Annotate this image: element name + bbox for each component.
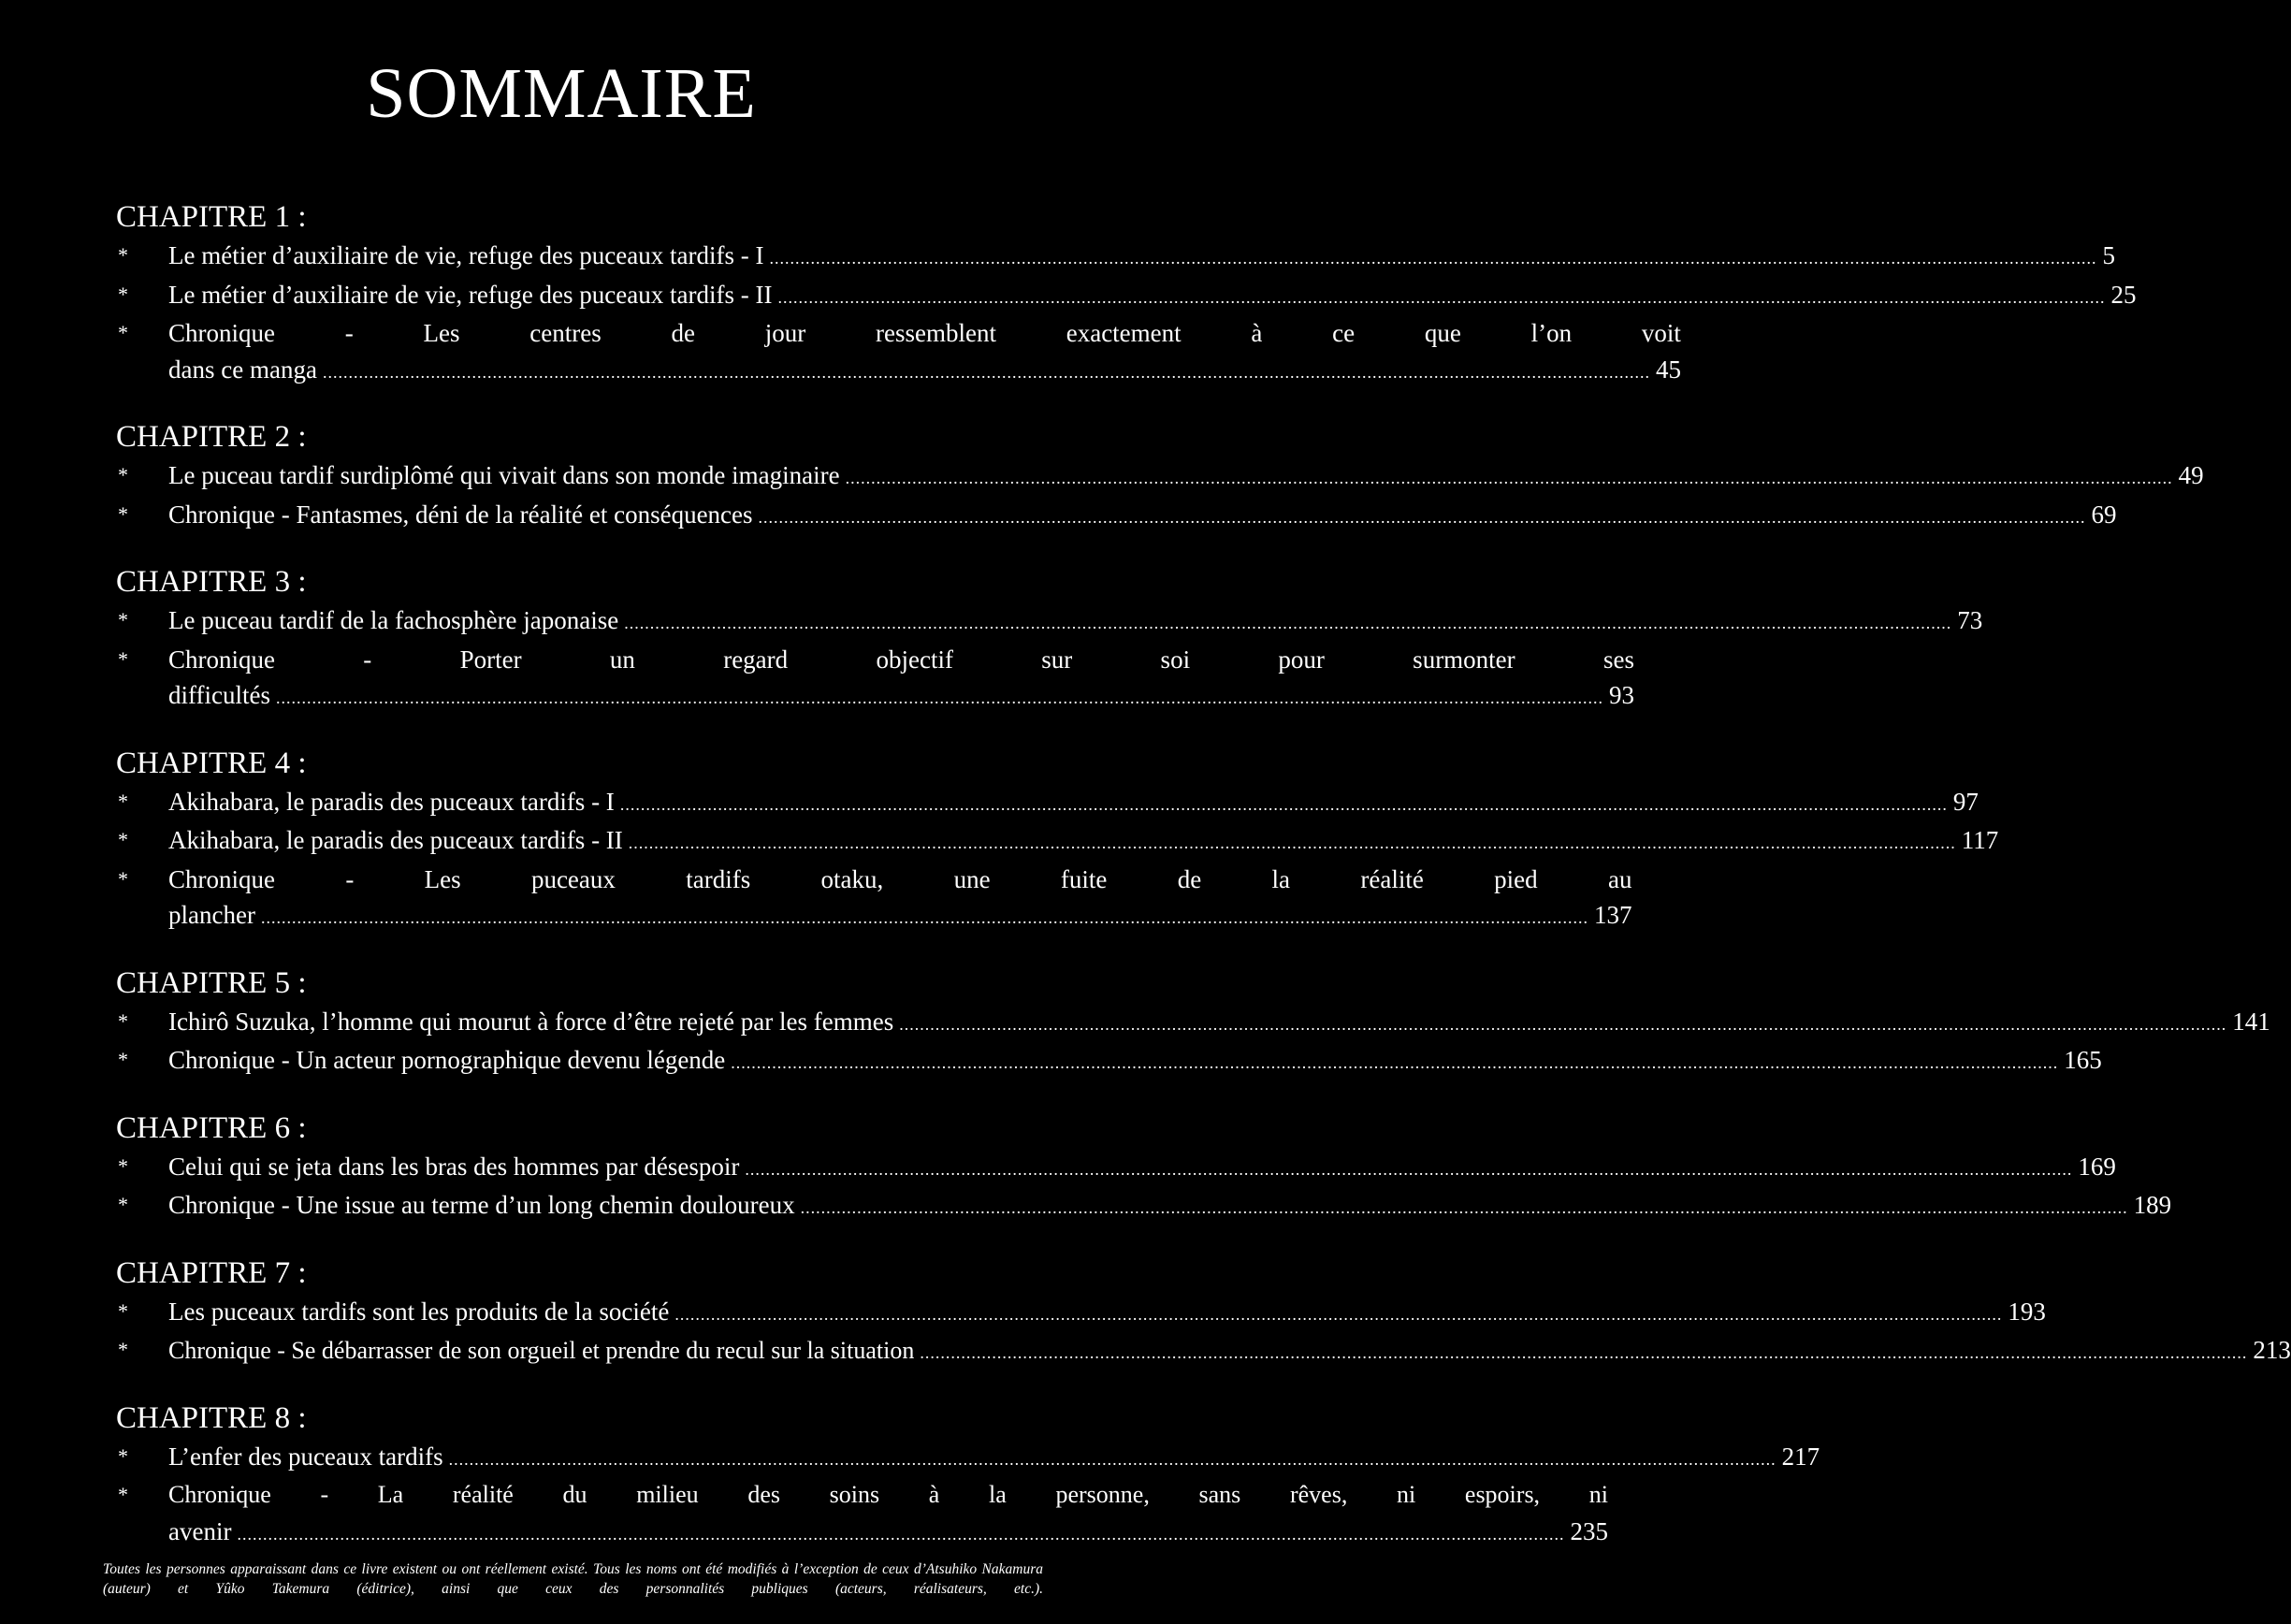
bullet-asterisk: * <box>118 501 128 526</box>
dot-leader <box>323 355 1650 391</box>
dot-leader <box>777 280 2105 316</box>
bullet-asterisk: * <box>118 463 128 486</box>
entry-title: Le puceau tardif surdiplômé qui vivait dans son monde imaginaire <box>168 461 840 489</box>
chapter-heading: CHAPITRE 8 : <box>116 1400 307 1435</box>
page-number: 189 <box>2133 1191 2172 1219</box>
page-number: 165 <box>2064 1046 2102 1074</box>
chapter-3 <box>116 563 1983 717</box>
toc-entry[interactable] <box>116 784 1979 823</box>
toc-entry[interactable] <box>116 315 1681 390</box>
chapter-heading: CHAPITRE 3 : <box>116 565 307 599</box>
page-number: 45 <box>1655 355 1681 384</box>
page-number: 49 <box>2178 461 2204 489</box>
dot-leader <box>629 825 1956 862</box>
page-number: 193 <box>2008 1297 2046 1326</box>
page-number: 93 <box>1608 681 1634 709</box>
toc-entry[interactable] <box>116 602 1983 642</box>
chapter-heading: CHAPITRE 2 : <box>116 420 307 454</box>
page-number: 137 <box>1593 901 1632 929</box>
bullet-asterisk: * <box>118 243 128 267</box>
chapter-1 <box>116 198 2137 390</box>
entry-title-line: Chronique - La réalité du milieu des soins à la personne, sans rêves, ni espoirs, ni <box>168 1481 1608 1508</box>
entry-title: Chronique - Une issue au terme d’un long chemin douloureux <box>168 1191 795 1219</box>
chapter-6 <box>116 1109 2172 1226</box>
bullet-asterisk: * <box>118 1483 128 1506</box>
dot-leader <box>920 1335 2247 1371</box>
toc-entry[interactable] <box>116 862 1632 936</box>
bullet-asterisk: * <box>118 1298 128 1323</box>
entry-title-line: Chronique - Les puceaux tardifs otaku, une fuite de la réalité pied au <box>168 864 1632 893</box>
entry-title: dans ce manga <box>168 355 317 384</box>
entry-title: avenir <box>168 1516 232 1545</box>
dot-leader <box>899 1007 2226 1043</box>
entry-title: Akihabara, le paradis des puceaux tardifs - I <box>168 787 615 816</box>
bullet-asterisk: * <box>118 1193 128 1216</box>
entry-title: L’enfer des puceaux tardifs <box>168 1442 443 1471</box>
entry-title: Les puceaux tardifs sont les produits de la société <box>168 1297 670 1326</box>
chapter-2 <box>116 418 2204 535</box>
page-number: 213 <box>2253 1336 2291 1364</box>
toc-entry[interactable] <box>116 822 1999 862</box>
entry-title: Le métier d’auxiliaire de vie, refuge des puceaux tardifs - II <box>168 280 773 309</box>
bullet-asterisk: * <box>118 282 128 306</box>
dot-leader <box>261 900 1588 936</box>
bullet-asterisk: * <box>118 646 128 671</box>
entry-title: Le métier d’auxiliaire de vie, refuge des puceaux tardifs - I <box>168 241 764 269</box>
footer-disclaimer: Toutes les personnes apparaissant dans ce livre existent ou ont réellement existé. Tous les noms ont été modifiés à l’exception de ceux d’Atsuhiko Nakamura (auteur) et Yûko Takemura (éditrice), ainsi que ceux des personnalités publiques (acteurs, réalisateurs, etc.). <box>103 1561 1043 1597</box>
bullet-asterisk: * <box>118 321 128 344</box>
dot-leader <box>674 1297 2002 1333</box>
toc-entry[interactable] <box>116 1439 1820 1478</box>
page-number: 25 <box>2110 280 2137 309</box>
entry-title: Chronique - Se débarrasser de son orgueil et prendre du recul sur la situation <box>168 1337 915 1364</box>
toc-entry[interactable] <box>116 277 2137 316</box>
dot-leader <box>846 460 2173 497</box>
page-number: 69 <box>2091 500 2117 529</box>
toc-entry[interactable] <box>116 1042 2102 1081</box>
bullet-asterisk: * <box>118 608 128 631</box>
dot-leader <box>759 500 2086 536</box>
chapter-heading: CHAPITRE 1 : <box>116 200 307 234</box>
toc-entry[interactable] <box>116 1149 2116 1188</box>
bullet-asterisk: * <box>118 1338 128 1361</box>
toc-entry[interactable] <box>116 457 2204 497</box>
dot-leader <box>276 680 1603 717</box>
page-number: 235 <box>1570 1516 1608 1545</box>
dot-leader <box>620 787 1948 823</box>
toc-entry[interactable] <box>116 497 2117 536</box>
page-number: 169 <box>2078 1152 2116 1181</box>
toc-entry[interactable] <box>116 1187 2172 1226</box>
page-number: 117 <box>1961 826 1999 854</box>
entry-title: Chronique - Un acteur pornographique devenu légende <box>168 1046 726 1074</box>
chapter-8 <box>116 1399 1820 1553</box>
toc-entry[interactable] <box>116 1477 1608 1552</box>
chapter-heading: CHAPITRE 5 : <box>116 965 307 1000</box>
entry-title: Chronique - Fantasmes, déni de la réalité et conséquences <box>168 500 753 529</box>
chapter-heading: CHAPITRE 4 : <box>116 746 307 780</box>
dot-leader <box>624 605 1951 642</box>
dot-leader <box>237 1516 1564 1553</box>
entry-title: Le puceau tardif de la fachosphère japonaise <box>168 606 619 634</box>
bullet-asterisk: * <box>118 1048 128 1071</box>
page-title: SOMMAIRE <box>366 54 757 133</box>
page-number: 217 <box>1781 1442 1820 1471</box>
page-number: 97 <box>1952 787 1979 816</box>
toc-entry[interactable] <box>116 1332 2291 1371</box>
page-number: 5 <box>2102 241 2115 269</box>
chapter-5 <box>116 964 2270 1081</box>
table-of-contents <box>116 198 2291 1580</box>
bullet-asterisk: * <box>118 1153 128 1178</box>
chapter-4 <box>116 745 1999 936</box>
entry-title: plancher <box>168 901 255 929</box>
dot-leader <box>731 1045 2058 1081</box>
entry-title: Ichirô Suzuka, l’homme qui mourut à force d’être rejeté par les femmes <box>168 1007 894 1036</box>
chapter-heading: CHAPITRE 7 : <box>116 1255 307 1290</box>
chapter-7 <box>116 1254 2291 1371</box>
entry-title-line: Chronique - Porter un regard objectif sur soi pour surmonter ses <box>168 645 1634 674</box>
entry-title: Akihabara, le paradis des puceaux tardifs - II <box>168 826 623 854</box>
bullet-asterisk: * <box>118 828 128 851</box>
page-number: 73 <box>1957 606 1983 634</box>
entry-title: Celui qui se jeta dans les bras des hommes par désespoir <box>168 1152 740 1181</box>
toc-entry[interactable] <box>116 642 1634 717</box>
bullet-asterisk: * <box>118 789 128 813</box>
toc-entry[interactable] <box>116 1294 2046 1333</box>
entry-title-line: Chronique - Les centres de jour ressemblent exactement à ce que l’on voit <box>168 319 1681 347</box>
dot-leader <box>745 1152 2072 1188</box>
bullet-asterisk: * <box>118 1443 128 1468</box>
bullet-asterisk: * <box>118 1008 128 1033</box>
bullet-asterisk: * <box>118 866 128 891</box>
dot-leader <box>769 240 2096 277</box>
page-number: 141 <box>2232 1007 2270 1036</box>
dot-leader <box>449 1442 1776 1478</box>
toc-entry[interactable] <box>116 238 2115 277</box>
toc-entry[interactable] <box>116 1004 2270 1043</box>
chapter-heading: CHAPITRE 6 : <box>116 1110 307 1145</box>
dot-leader <box>801 1190 2128 1226</box>
entry-title: difficultés <box>168 681 270 709</box>
